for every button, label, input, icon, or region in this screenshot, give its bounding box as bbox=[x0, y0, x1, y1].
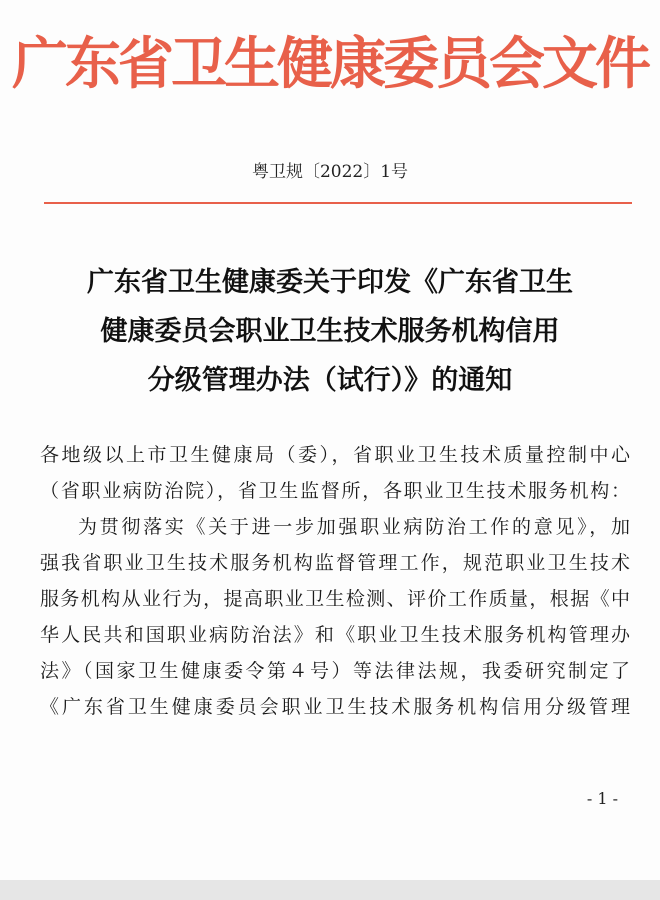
body-line: 法》（国家卫生健康委令第４号）等法律法规，我委研究制定了 bbox=[40, 660, 630, 682]
body-line: 华人民共和国职业病防治法》和《职业卫生技术服务机构管理办 bbox=[40, 624, 630, 646]
notice-title-line: 健康委员会职业卫生技术服务机构信用 bbox=[100, 316, 560, 347]
body-line: 为贯彻落实《关于进一步加强职业病防治工作的意见》，加 bbox=[78, 516, 630, 538]
notice-title bbox=[30, 258, 630, 405]
addressee-line: 各地级以上市卫生健康局（委），省职业卫生技术质量控制中心 bbox=[40, 444, 630, 466]
viewer-bottom-strip bbox=[0, 880, 660, 900]
red-divider-line bbox=[44, 202, 632, 204]
notice-title-line: 分级管理办法（试行）》的通知 bbox=[147, 365, 513, 396]
body-text bbox=[40, 437, 630, 725]
body-line: 《广东省卫生健康委员会职业卫生技术服务机构信用分级管理 bbox=[40, 696, 630, 718]
issuer-header: 广东省卫生健康委员会文件 bbox=[12, 32, 648, 97]
body-line: 强我省职业卫生技术服务机构监督管理工作，规范职业卫生技术 bbox=[40, 552, 630, 574]
notice-title-line: 广东省卫生健康委关于印发《广东省卫生 bbox=[87, 267, 573, 298]
addressee-line: （省职业病防治院），省卫生监督所，各职业卫生技术服务机构： bbox=[40, 480, 630, 502]
document-number: 粤卫规〔2022〕1号 bbox=[251, 162, 409, 182]
page-number: - 1 - bbox=[586, 789, 618, 808]
body-line: 服务机构从业行为，提高职业卫生检测、评价工作质量，根据《中 bbox=[40, 588, 630, 610]
